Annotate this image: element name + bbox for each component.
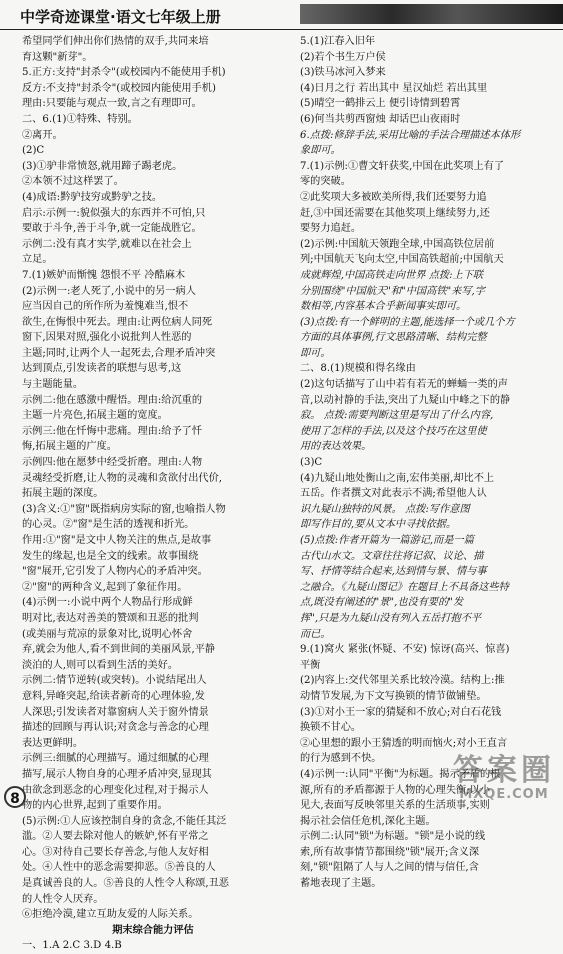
answer-line: (4)示例一:认同"平衡"为标题。揭示矛盾的根: [300, 768, 501, 780]
answer-line: 的人性令人厌弃。: [22, 893, 104, 905]
answer-line: 数相等,内容基本合乎新闻事实即可。: [300, 301, 467, 313]
answer-line: 的心灵。②"窗"是生活的透视和折光。: [22, 519, 195, 531]
answer-line: 5.正方:支持"封杀令"(或校园内不能使用手机): [22, 67, 226, 79]
answer-line: 淡泊的人,则可以看到生活的美好。: [22, 659, 179, 671]
answer-line: 挥",只是为九疑山没有列入五岳打抱不平: [300, 612, 482, 624]
answer-line: (3)①驴非常愤怒,就用蹄子踢老虎。: [22, 160, 183, 172]
answer-line: 即写作目的,要从文本中寻找依据。: [300, 519, 457, 531]
answer-line: 处。④人性中的恶念需要抑恶。⑤善良的人: [22, 862, 216, 874]
answer-line: 表达更鲜明。: [22, 737, 84, 749]
answer-line: (3)①对小王一家的猜疑和不放心;对白石花钱: [300, 706, 502, 718]
answer-line: 见大,表面写反映邻里关系的生活琐事,实则: [300, 800, 490, 812]
answer-line: 成就辉煌,中国高铁走向世界 点拨:上下联: [300, 269, 484, 281]
answer-line: (5)点拨:作者开篇为一篇游记,而是一篇: [300, 535, 474, 546]
answer-line: 是真诚善良的人。⑤善良的人性令人称颂,丑恶: [22, 878, 229, 890]
answer-line: (2)C: [22, 145, 45, 157]
answer-line: 明对比,表达对善美的赞颂和丑恶的批判: [22, 612, 199, 624]
answer-line: 主题一片亮色,拓展主题的宽度。: [22, 410, 168, 422]
answer-line: 示例三:他在忏悔中悲痛。理由:给予了忏: [22, 425, 203, 437]
answer-line: 揭示社会信任危机,深化主题。: [300, 815, 436, 827]
answer-line: 应当因自己的所作所为羞愧难当,恨不: [22, 301, 189, 313]
answer-line: 拓展主题的深度。: [22, 488, 104, 500]
answer-line: 用的表达效果。: [300, 441, 372, 453]
answer-line: (2)这句话描写了山中若有若无的蝉蛹一类的声: [300, 379, 508, 391]
answer-line: (4)示例一:小说中两个人物品行形成鲜: [22, 597, 193, 609]
answer-line: (或美丽与荒凉的景象对比,说明心怀舍: [22, 628, 193, 640]
answer-line: 识九疑山独特的风景。 点拨:写作意图: [300, 503, 470, 515]
answer-line: (4)九疑山地处衡山之南,宏伟美丽,却比不上: [300, 472, 495, 484]
answer-line: (2)示例:中国航天领跑全球,中国高铁位居前: [300, 238, 495, 250]
answer-line: (3)含义:①"窗"既指病房实际的窗,也喻指人物: [22, 503, 226, 515]
page-number: 8: [4, 786, 26, 808]
answer-line: 使用了怎样的手法,以及这个技巧在这里使: [300, 425, 487, 437]
answer-line: (2)若个书生万户侯: [300, 51, 386, 63]
section-heading: 期末综合能力评估: [112, 923, 194, 936]
answer-line: 人深思;引发读者对靠窗病人关于窗外情景: [22, 706, 209, 718]
answer-line: (5)晴空一鹤排云上 便引诗情到碧霄: [300, 98, 461, 110]
answer-line: 示例三:细腻的心理描写。通过细腻的心理: [22, 753, 209, 765]
watermark-logo: [453, 755, 555, 802]
answer-line: 6.点拨:修辞手法,采用比喻的手法合理描述本体形: [300, 129, 521, 141]
page-header: [0, 0, 563, 30]
answer-line: (4)成语:黔驴技穷或黔驴之技。: [22, 191, 163, 203]
answer-line: (4)日月之行 若出其中 星汉灿烂 若出其里: [300, 82, 488, 94]
answer-line: 反方:不支持"封杀令"(或校园内能使用手机): [22, 82, 216, 94]
answer-line: 的行为感到不快。: [300, 753, 382, 765]
answer-line: ②心里想的跟小王猜透的明而恼火;对小王直言: [300, 737, 508, 749]
answer-line: ⑥拒绝冷漠,建立互助友爱的人际关系。: [22, 909, 199, 921]
answer-line: 意料,异峰突起,给读者新奇的心理体验,发: [22, 690, 205, 702]
answer-line: ②"窗"的两种含义,起到了象征作用。: [22, 581, 188, 593]
answer-line: 而已。: [300, 628, 331, 640]
answer-line: 换锁不甘心。: [300, 722, 362, 734]
answer-line: 索,所有故事情节都围绕"锁"展开;含义深: [300, 846, 480, 858]
answer-line: 描写,展示人物自身的心理矛盾冲突,显现其: [22, 768, 212, 780]
answer-line: 二、8.(1)规模和得名缘由: [300, 363, 416, 375]
answer-line: ②此奖项大多被欧美所得,我们还要努力追: [300, 191, 487, 203]
answer-line: 育这颗"新芽"。: [22, 51, 93, 63]
answer-line: (3)铁马冰河入梦来: [300, 67, 386, 79]
answer-line: 欲生,在悔恨中死去。理由:让两位病人同死: [22, 316, 213, 328]
answer-line: 理由:只要能与观点一致,言之有理即可。: [22, 98, 202, 110]
answer-line: 二、6.(1)①特殊、特别。: [22, 113, 138, 125]
answer-line: 赶,③中国还需要在其他奖项上继续努力,还: [300, 207, 490, 219]
answer-line: 动情节发展,为下文写换锁的情节做铺垫。: [300, 690, 487, 702]
answer-line: 达到顶点,引发读者的联想与思考,这: [22, 363, 182, 375]
answer-line: 5.(1)江春入旧年: [300, 36, 376, 47]
answer-line: 古代山水文。文章往往将记叙、议论、描: [300, 550, 484, 562]
answer-line: 示例二:没有真才实学,就难以在社会上: [22, 238, 192, 250]
book-title: 中学奇迹课堂·语文七年级上册: [20, 8, 221, 26]
answer-line: 寂。 点拨:需要判断这里是写出了什么内容,: [300, 410, 494, 422]
answer-line: 滥。②人要去除对他人的嫉妒,怀有平常之: [22, 831, 209, 843]
answer-line: (5)示例:①人应该控制自身的贪念,不能任其泛: [22, 815, 227, 827]
answer-line: 7.(1)示例:①曹文轩获奖,中国在此奖项上有了: [300, 160, 505, 172]
answer-line: 示例二:他在感激中醒悟。理由:给沉重的: [22, 394, 203, 406]
answer-line: 一、1.A 2.C 3.D 4.B: [22, 940, 122, 952]
answer-line: (3)C: [300, 457, 323, 469]
answer-line: 点,既没有阐述的"景",也没有要的"发: [300, 597, 464, 609]
answer-line: 主题;同时,让两个人一起死去,合理矛盾冲突: [22, 347, 216, 359]
answer-line: 7.(1)嫉妒而惭愧 怨恨不平 冷酷麻木: [22, 269, 186, 281]
header-band: [300, 4, 563, 24]
answer-line: "窗"展开,它引发了人物内心的矛盾冲突。: [22, 566, 208, 578]
answer-line: 立足。: [22, 254, 53, 266]
answer-line: 源,所有的矛盾都源于人物的心理失衡;以小: [300, 784, 491, 796]
answer-line: 分别围绕"中国航天"和"中国高铁"来写,字: [300, 285, 485, 297]
answer-line: (6)何当共剪西窗烛 却话巴山夜雨时: [300, 113, 461, 125]
answer-line: 由欲念到恶念的心理变化过程,对于揭示人: [22, 784, 209, 796]
answer-line: 与主题能量。: [22, 379, 84, 391]
answer-line: 即可。: [300, 347, 331, 359]
answer-line: 物的内心世界,起到了重要作用。: [22, 800, 168, 812]
answer-line: 蓄地表现了主题。: [300, 878, 382, 890]
answer-line: 要敢于斗争,善于斗争,就一定能战胜它。: [22, 223, 202, 235]
answer-line: 之融合。《九疑山图记》在题目上不具备这些特: [300, 581, 509, 593]
answer-line: 示例二:认同"锁"为标题。"锁"是小说的线: [300, 831, 486, 843]
answer-line: 灵魂经受折磨,让人物的灵魂和贪欲付出代价,: [22, 472, 223, 484]
answer-line: 平衡: [300, 659, 321, 671]
answer-line: (2)示例一:老人死了,小说中的另一病人: [22, 285, 196, 297]
answer-line: 希望同学们伸出你们热情的双手,共同来培: [22, 36, 209, 47]
answer-line: 发生的缘起,也是全文的线索。故事围绕: [22, 550, 199, 562]
answer-line: 示例四:他在愿梦中经受折磨。理由:人物: [22, 457, 203, 469]
answer-line: 音,以动衬静的手法,突出了九疑山中峰之下的静: [300, 394, 511, 406]
header-rule: [0, 29, 563, 30]
answer-line: (2)内容上:交代邻里关系比较冷漠。结构上:推: [300, 675, 505, 687]
answer-line: 窗下,因果对照,强化小说批判人性恶的: [22, 332, 192, 344]
answer-line: 启示:示例一:貌似强大的东西并不可怕,只: [22, 207, 206, 219]
answer-line: 作用:①"窗"是文中人物关注的焦点,是故事: [22, 535, 212, 546]
answer-line: 心。③对待自己要长存善念,与他人友好相: [22, 846, 209, 858]
answer-line: ②离开。: [22, 129, 63, 141]
answer-line: 悔,拓展主题的广度。: [22, 441, 117, 453]
answer-line: 列;中国航天飞向太空,中国高铁超前;中国航天: [300, 254, 504, 266]
answer-line: 五岳。作者撰文对此表示不满;希望他人认: [300, 488, 487, 500]
answer-line: 弃,就会为他人,看不到世间的美丽风景,平静: [22, 644, 216, 656]
answer-line: 零的突破。: [300, 176, 351, 188]
answer-line: ②本领不过这样罢了。: [22, 176, 124, 188]
watermark-url: MXQE.COM: [459, 787, 549, 802]
left-column: [22, 34, 284, 954]
answer-line: 刻,"锁"阻隔了人与人之间的情与信任,含: [300, 862, 479, 874]
answer-line: 示例二:情节逆转(或突转)。小说结尾出人: [22, 675, 207, 687]
answer-line: 写、抒情等结合起来,达到情与景、情与事: [300, 566, 487, 578]
answer-line: (3)点拨:有一个鲜明的主题,能选择一个或几个方: [300, 316, 515, 328]
answer-line: 象即可。: [300, 145, 341, 157]
watermark-text: 答案圈: [453, 753, 555, 788]
answer-line: 要努力追赶。: [300, 223, 362, 235]
answer-line: 描述的回顾与再认识;对贪念与善念的心理: [22, 722, 209, 734]
answer-line: 9.(1)窝火 紧张(怀疑、不安) 惊讶(高兴、惊喜): [300, 644, 510, 656]
answer-line: 方面的具体事例,行文思路清晰、结构完整: [300, 332, 487, 344]
